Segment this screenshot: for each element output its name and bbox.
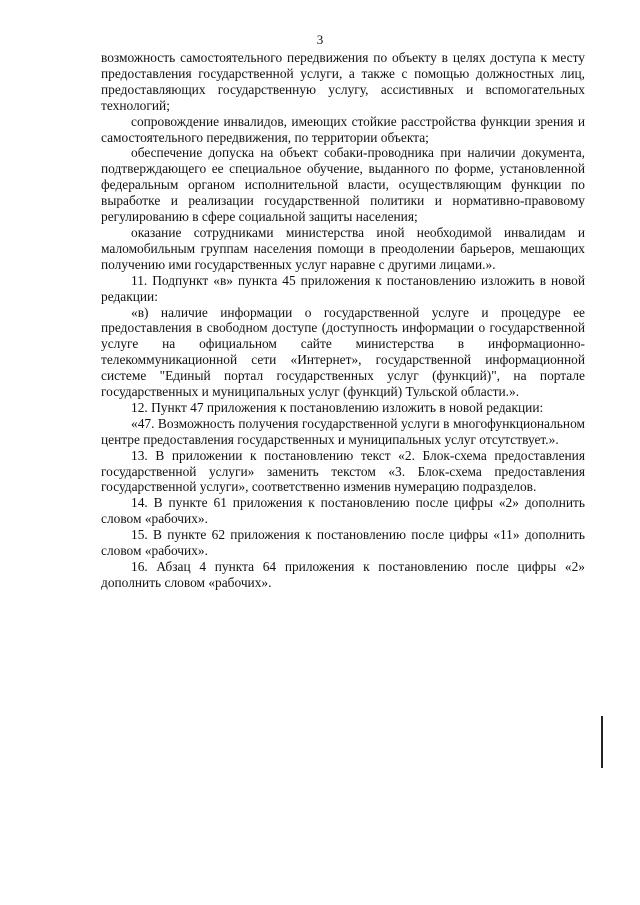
paragraph: 13. В приложении к постановлению текст «2. Блок-схема предоставления государственной услуги» заменить текстом «3. Блок-схема предоставления государственной услуги», соответственно изменив нумерацию подразделов.	[101, 447, 585, 495]
paragraph: 16. Абзац 4 пункта 64 приложения к постановлению после цифры «2» дополнить словом «рабочих».	[101, 559, 585, 590]
paragraph: 15. В пункте 62 приложения к постановлению после цифры «11» дополнить словом «рабочих».	[101, 527, 585, 559]
scan-margin-mark	[601, 716, 603, 768]
paragraph: «в) наличие информации о государственной услуге и процедуре ее предоставления в свободном доступе (доступность информации о государственной услуге на официальном сайте министерства в информационно-телекоммуникационной сети «Интернет», государственной информационной системе "Единый портал государственных услуг (функций)", на портале государственных и муниципальных услуг (функций) Тульской области.».	[101, 304, 585, 400]
paragraph: обеспечение допуска на объект собаки-проводника при наличии документа, подтверждающего ее специальное обучение, выданного по форме, установленной федеральным органом исполнительной власти, осуществляющим функции по выработке и реализации государственной политики и нормативно-правовому регулированию в сфере социальной защиты населения;	[101, 145, 585, 225]
document-body	[101, 50, 585, 591]
paragraph: сопровождение инвалидов, имеющих стойкие расстройства функции зрения и самостоятельного передвижения, по территории объекта;	[101, 113, 585, 145]
paragraph: 11. Подпункт «в» пункта 45 приложения к постановлению изложить в новой редакции:	[101, 272, 585, 304]
paragraph: возможность самостоятельного передвижения по объекту в целях доступа к месту предоставления государственной услуги, а также с помощью должностных лиц, предоставляющих государственную услугу, ассистивных и вспомогательных технологий;	[101, 50, 585, 113]
page-number: 3	[316, 32, 324, 47]
paragraph: «47. Возможность получения государственной услуги в многофункциональном центре предоставления государственных и муниципальных услуг отсутствует.».	[101, 415, 585, 447]
paragraph: оказание сотрудниками министерства иной необходимой инвалидам и маломобильным группам населения помощи в преодолении барьеров, мешающих получению ими государственных услуг наравне с другими лицами.».	[101, 224, 585, 272]
paragraph: 14. В пункте 61 приложения к постановлению после цифры «2» дополнить словом «рабочих».	[101, 495, 585, 527]
paragraph: 12. Пункт 47 приложения к постановлению изложить в новой редакции:	[131, 399, 544, 415]
